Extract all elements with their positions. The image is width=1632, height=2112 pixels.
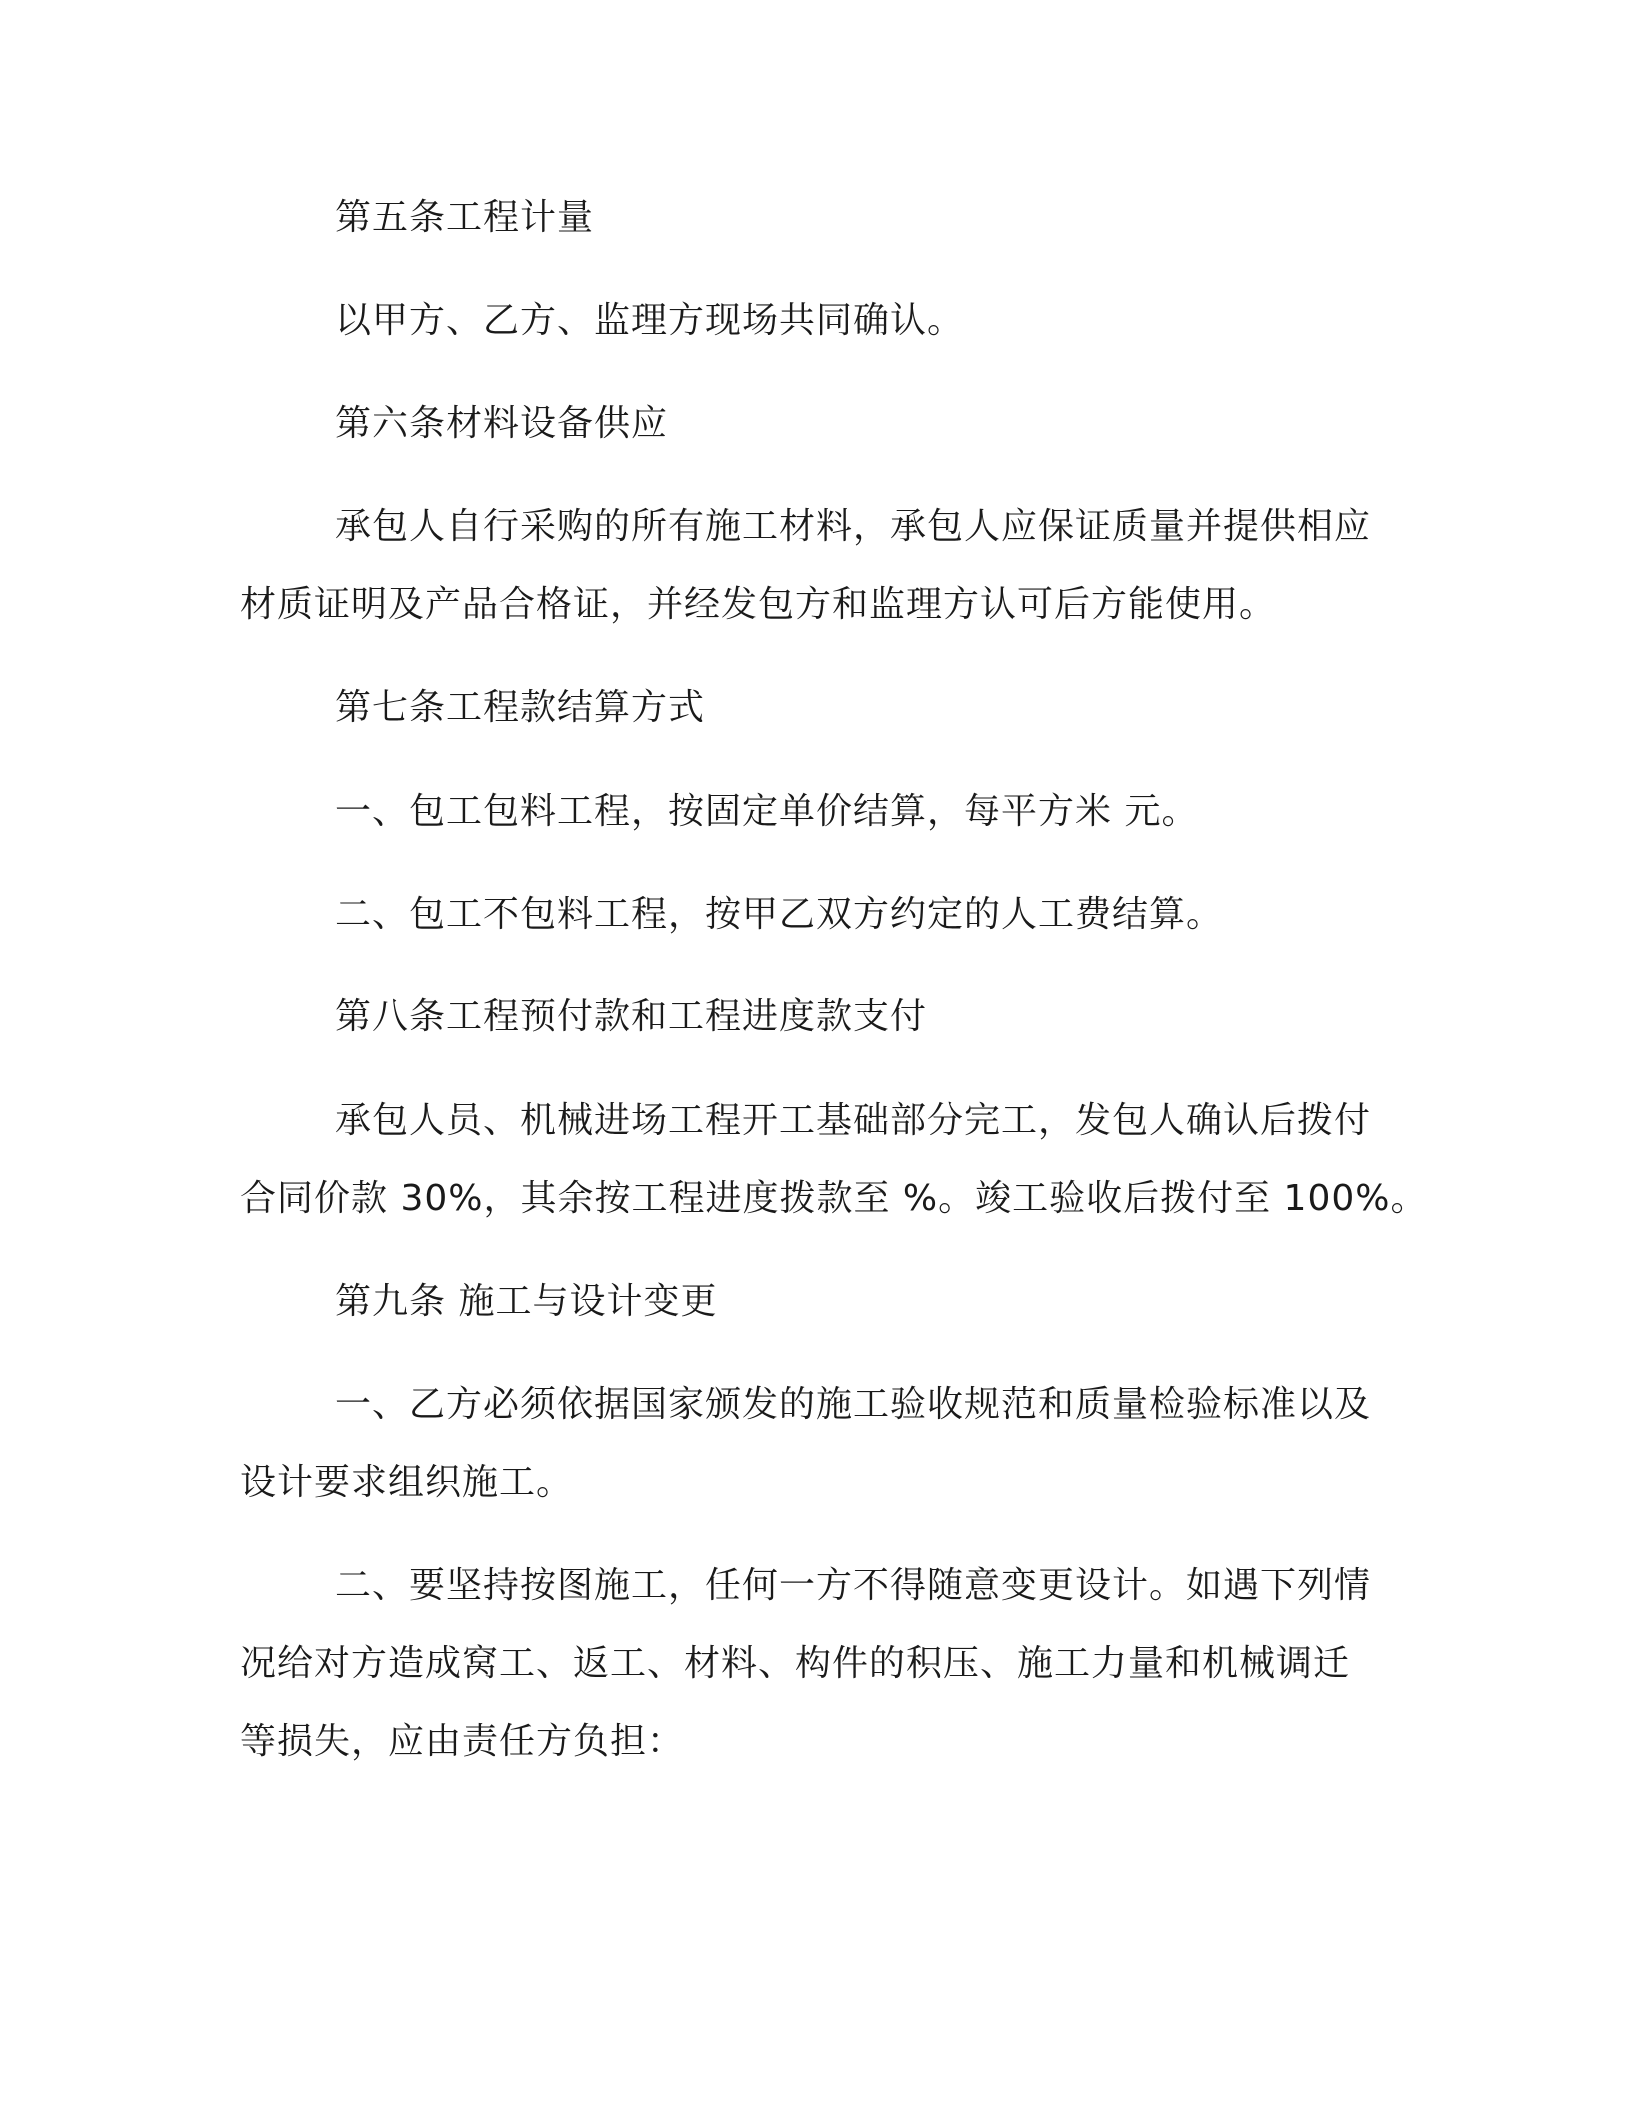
article-9-item-1-line-2: 设计要求组织施工。 — [240, 1462, 574, 1503]
article-7-item-2: 二、包工不包料工程，按甲乙双方约定的人工费结算。 — [335, 894, 1224, 935]
article-9-item-2-line-1: 二、要坚持按图施工，任何一方不得随意变更设计。如遇下列情 — [335, 1565, 1372, 1606]
article-9-item-2-line-2: 况给对方造成窝工、返工、材料、构件的积压、施工力量和机械调迁 — [240, 1643, 1351, 1684]
article-8-heading: 第八条工程预付款和工程进度款支付 — [335, 996, 928, 1037]
article-5-heading: 第五条工程计量 — [335, 197, 595, 238]
article-7-item-1: 一、包工包料工程，按固定单价结算，每平方米 元。 — [335, 791, 1199, 832]
article-6-text-line-1: 承包人自行采购的所有施工材料，承包人应保证质量并提供相应 — [335, 506, 1372, 547]
article-8-text-line-2: 合同价款 30%，其余按工程进度拨款至 %。竣工验收后拨付至 100%。 — [240, 1178, 1428, 1219]
article-5-text: 以甲方、乙方、监理方现场共同确认。 — [335, 300, 965, 341]
article-9-item-2-line-3: 等损失，应由责任方负担： — [240, 1721, 685, 1762]
article-6-text-line-2: 材质证明及产品合格证，并经发包方和监理方认可后方能使用。 — [240, 584, 1277, 625]
article-7-heading: 第七条工程款结算方式 — [335, 687, 706, 728]
article-8-text-line-1: 承包人员、机械进场工程开工基础部分完工，发包人确认后拨付 — [335, 1100, 1372, 1141]
article-6-heading: 第六条材料设备供应 — [335, 403, 669, 444]
article-9-heading: 第九条 施工与设计变更 — [335, 1281, 718, 1322]
article-9-item-1-line-1: 一、乙方必须依据国家颁发的施工验收规范和质量检验标准以及 — [335, 1384, 1372, 1425]
